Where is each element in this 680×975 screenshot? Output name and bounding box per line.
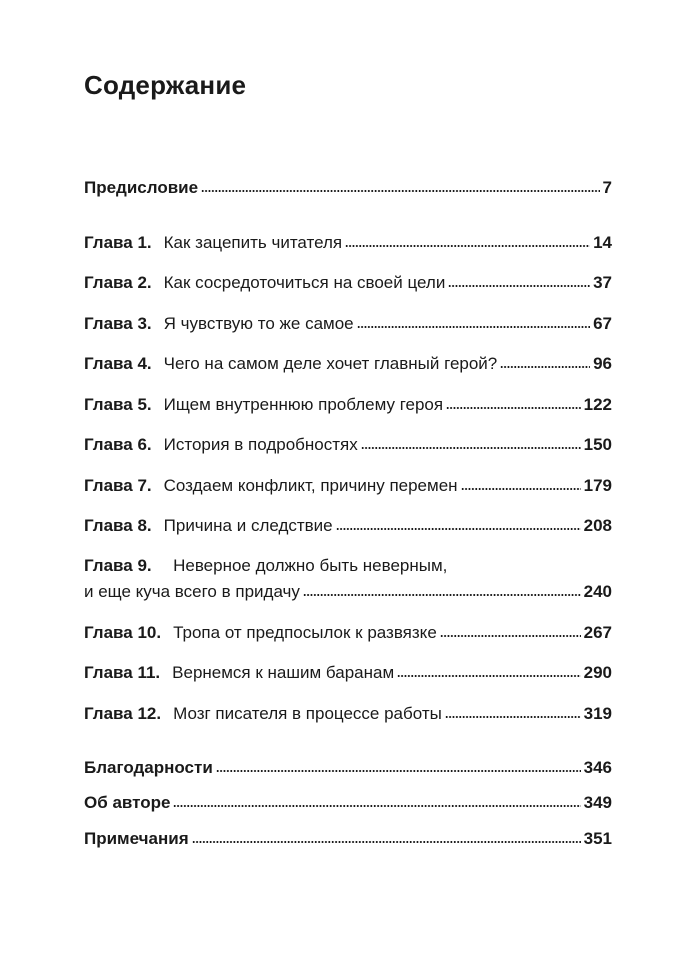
entry-title: Причина и следствие [163, 516, 333, 535]
dot-leader [440, 626, 581, 638]
entry-title: Неверное должно быть неверным, [173, 556, 448, 575]
entry-title: Примечания [84, 829, 189, 848]
entry-title: Предисловие [84, 178, 199, 197]
toc-entry-chapter-6[interactable] [84, 435, 612, 455]
chapter-label: Глава 11. [84, 663, 161, 682]
page-number: 179 [583, 476, 612, 495]
page-number: 351 [583, 829, 612, 848]
dot-leader [448, 276, 590, 288]
page-title: Содержание [84, 70, 247, 100]
toc-entry-chapter-11[interactable] [84, 663, 612, 683]
entry-title: Вернемся к нашим баранам [172, 663, 395, 682]
dot-leader [303, 585, 581, 597]
toc-entry-about-author[interactable] [84, 793, 612, 813]
page-number: 37 [593, 273, 612, 292]
page-number: 208 [583, 516, 612, 535]
entry-title: Об авторе [84, 793, 171, 812]
entry-title: Я чувствую то же самое [163, 314, 354, 333]
page-number: 267 [583, 623, 612, 642]
entry-title: Мозг писателя в процессе работы [173, 704, 442, 723]
toc-entry-chapter-3[interactable] [84, 314, 612, 334]
chapter-label: Глава 2. [84, 273, 152, 292]
dot-leader [500, 357, 590, 369]
toc-entry-chapter-8[interactable] [84, 516, 612, 536]
chapter-label: Глава 12. [84, 704, 162, 723]
toc-entry-chapter-10[interactable] [84, 623, 612, 643]
chapter-label: Глава 6. [84, 435, 152, 454]
dot-leader [173, 796, 580, 808]
dot-leader [201, 181, 599, 193]
entry-title: Благодарности [84, 758, 213, 777]
toc-entry-chapter-7[interactable] [84, 476, 612, 496]
entry-title: Создаем конфликт, причину перемен [163, 476, 458, 495]
toc-entry-notes[interactable] [84, 829, 612, 849]
toc-entry-chapter-9-line1[interactable] [84, 556, 447, 576]
toc-entry-chapter-12[interactable] [84, 704, 612, 724]
chapter-label: Глава 5. [84, 395, 152, 414]
toc-entry-chapter-2[interactable] [84, 273, 612, 293]
toc-entry-chapter-1[interactable] [84, 233, 612, 253]
chapter-label: Глава 9. [84, 556, 152, 575]
dot-leader [361, 438, 581, 450]
toc-entry-chapter-9[interactable] [84, 582, 612, 602]
dot-leader [397, 666, 580, 678]
chapter-label: Глава 7. [84, 476, 152, 495]
dot-leader [461, 479, 581, 491]
page-number: 240 [583, 582, 612, 601]
toc-entry-chapter-4[interactable] [84, 354, 612, 374]
toc-entry-chapter-5[interactable] [84, 395, 612, 415]
dot-leader [216, 761, 581, 773]
chapter-label: Глава 4. [84, 354, 152, 373]
page-number: 67 [593, 314, 612, 333]
page-number: 319 [583, 704, 612, 723]
dot-leader [445, 707, 581, 719]
chapter-label: Глава 10. [84, 623, 162, 642]
chapter-label: Глава 3. [84, 314, 152, 333]
page-number: 349 [583, 793, 612, 812]
page-number: 290 [583, 663, 612, 682]
toc-entry-preface[interactable] [84, 178, 612, 198]
page-number: 122 [583, 395, 612, 414]
dot-leader [446, 398, 581, 410]
dot-leader [357, 317, 590, 329]
page-number: 346 [583, 758, 612, 777]
toc-entry-acknowledgements[interactable] [84, 758, 612, 778]
entry-title: Ищем внутреннюю проблему героя [163, 395, 444, 414]
entry-title: Чего на самом деле хочет главный герой? [163, 354, 498, 373]
page-number: 14 [593, 233, 612, 252]
page-number: 7 [602, 178, 612, 197]
page-number: 96 [593, 354, 612, 373]
entry-title-continued: и еще куча всего в придачу [84, 582, 300, 601]
chapter-label: Глава 1. [84, 233, 152, 252]
entry-title: Тропа от предпосылок к развязке [173, 623, 437, 642]
entry-title: История в подробностях [163, 435, 358, 454]
chapter-label: Глава 8. [84, 516, 152, 535]
dot-leader [192, 832, 581, 844]
entry-title: Как зацепить читателя [163, 233, 343, 252]
page-number: 150 [583, 435, 612, 454]
dot-leader [336, 519, 581, 531]
dot-leader [345, 236, 590, 248]
entry-title: Как сосредоточиться на своей цели [163, 273, 446, 292]
